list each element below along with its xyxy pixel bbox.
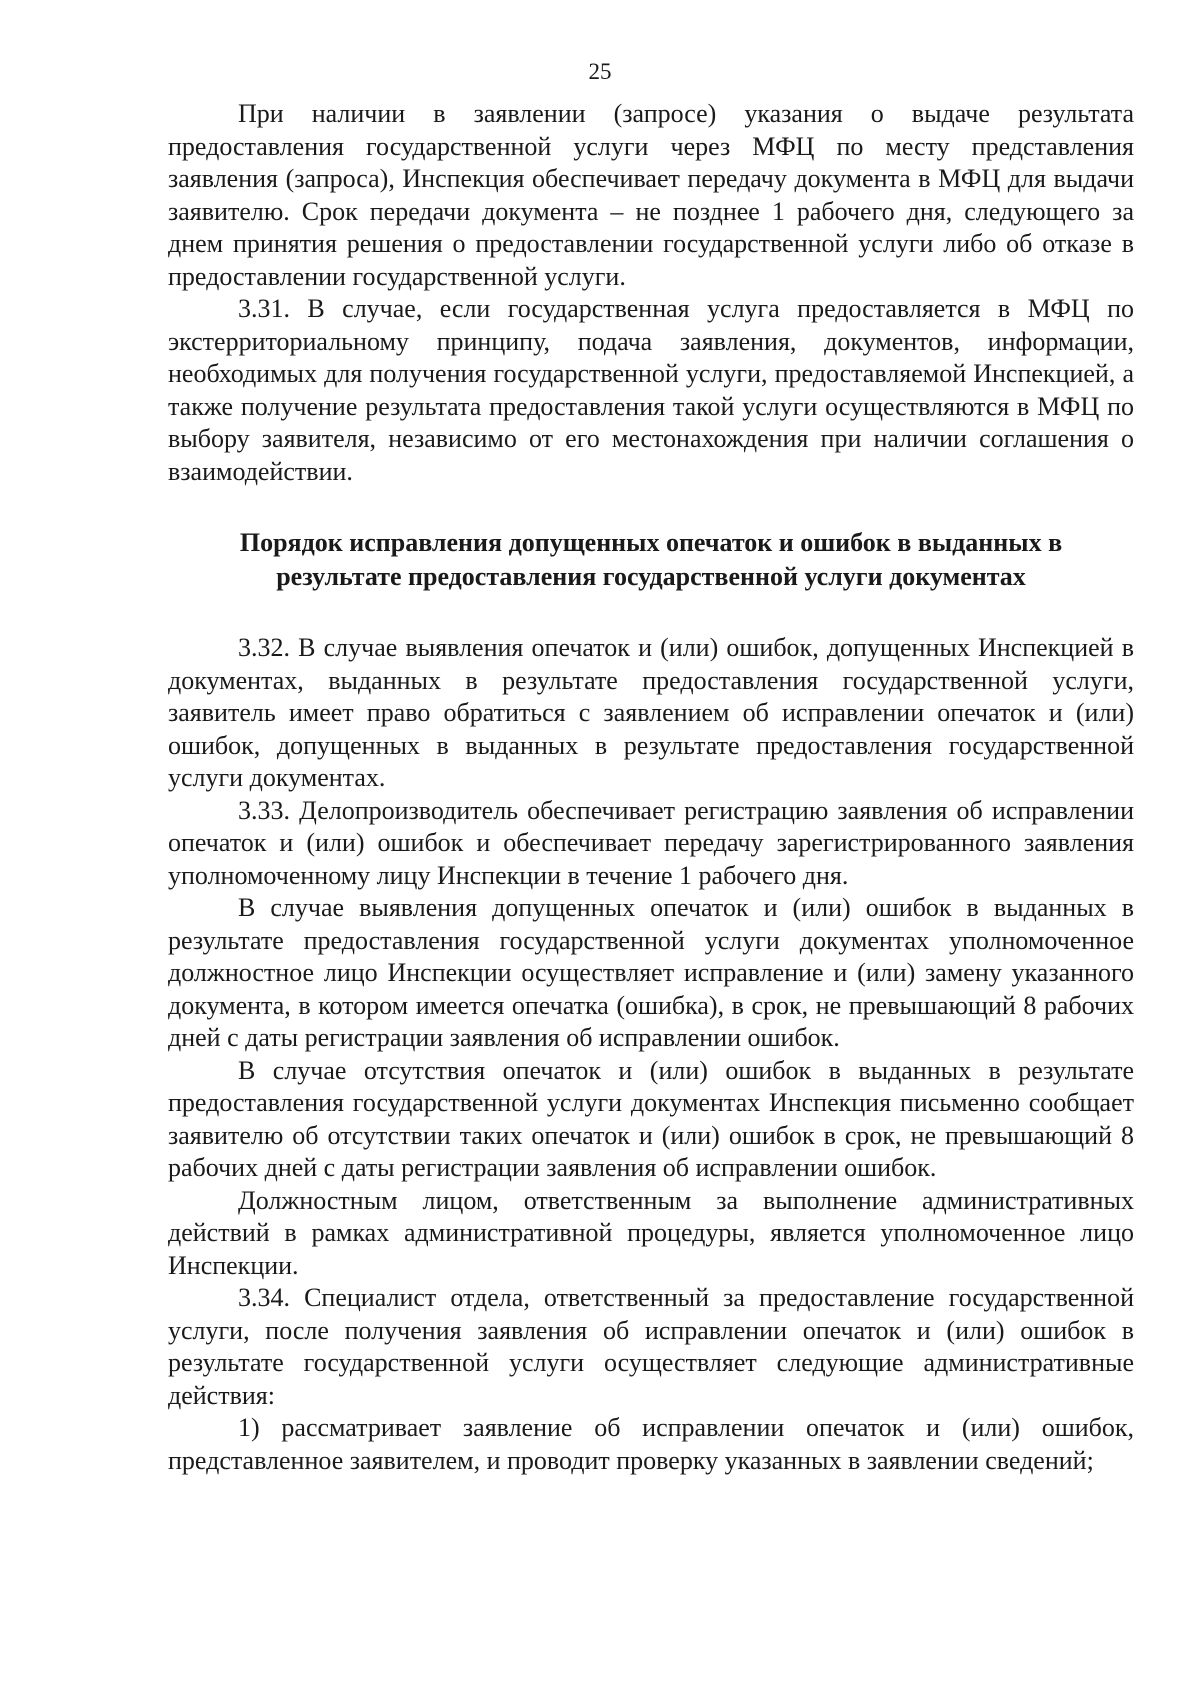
paragraph-responsible-person: Должностным лицом, ответственным за выполнение административных действий в рамках административной процедуры, является уполномоченное лицо Инспекции. [168,1185,1134,1280]
page-number: 25 [588,59,612,84]
paragraph-3-33: 3.33. Делопроизводитель обеспечивает регистрацию заявления об исправлении опечаток и (или) ошибок и обеспечивает передачу зарегистрированного заявления уполномоченному лицу Инспекции в течение 1 рабочего дня. [168,795,1134,890]
paragraph-mfc-transfer: При наличии в заявлении (запросе) указания о выдаче результата предоставления государственной услуги через МФЦ по месту представления заявления (запроса), Инспекция обеспечивает передачу документа в МФЦ для выдачи заявителю. Срок передачи документа – не позднее 1 рабочего дня, следующего за днем принятия решения о предоставлении государственной услуги либо об отказе в предоставлении государственной услуги. [168,99,1134,291]
paragraph-3-32: 3.32. В случае выявления опечаток и (или) ошибок, допущенных Инспекцией в документах, выданных в результате предоставления государственной услуги, заявитель имеет право обратиться с заявлением об исправлении опечаток и (или) ошибок, допущенных в выданных в результате предоставления государственной услуги документах. [168,633,1134,792]
section-heading-line-2: результате предоставления государственной услуги документах [276,562,1026,591]
section-heading [168,526,1134,594]
paragraph-correction-terms: В случае выявления допущенных опечаток и (или) ошибок в выданных в результате предоставления государственной услуги документах уполномоченное должностное лицо Инспекции осуществляет исправление и (или) замену указанного документа, в котором имеется опечатка (ошибка), в срок, не превышающий 8 рабочих дней с даты регистрации заявления об исправлении ошибок. [168,893,1134,1052]
paragraph-3-34: 3.34. Специалист отдела, ответственный за предоставление государственной услуги, после получения заявления об исправлении опечаток и (или) ошибок в результате государственной услуги осуществляет следующие административные действия: [168,1283,1134,1410]
paragraph-3-31: 3.31. В случае, если государственная услуга предоставляется в МФЦ по экстерриториальному принципу, подача заявления, документов, информации, необходимых для получения государственной услуги, предоставляемой Инспекцией, а также получение результата предоставления такой услуги осуществляются в МФЦ по выбору заявителя, независимо от его местонахождения при наличии соглашения о взаимодействии. [168,294,1134,486]
section-heading-line-1: Порядок исправления допущенных опечаток и ошибок в выданных в [239,528,1063,557]
document-body [168,98,1134,1477]
paragraph-item-1: 1) рассматривает заявление об исправлении опечаток и (или) ошибок, представленное заявителем, и проводит проверку указанных в заявлении сведений; [168,1413,1134,1475]
paragraph-no-errors: В случае отсутствия опечаток и (или) ошибок в выданных в результате предоставления государственной услуги документах Инспекция письменно сообщает заявителю об отсутствии таких опечаток и (или) ошибок в срок, не превышающий 8 рабочих дней с даты регистрации заявления об исправлении ошибок. [168,1055,1134,1182]
